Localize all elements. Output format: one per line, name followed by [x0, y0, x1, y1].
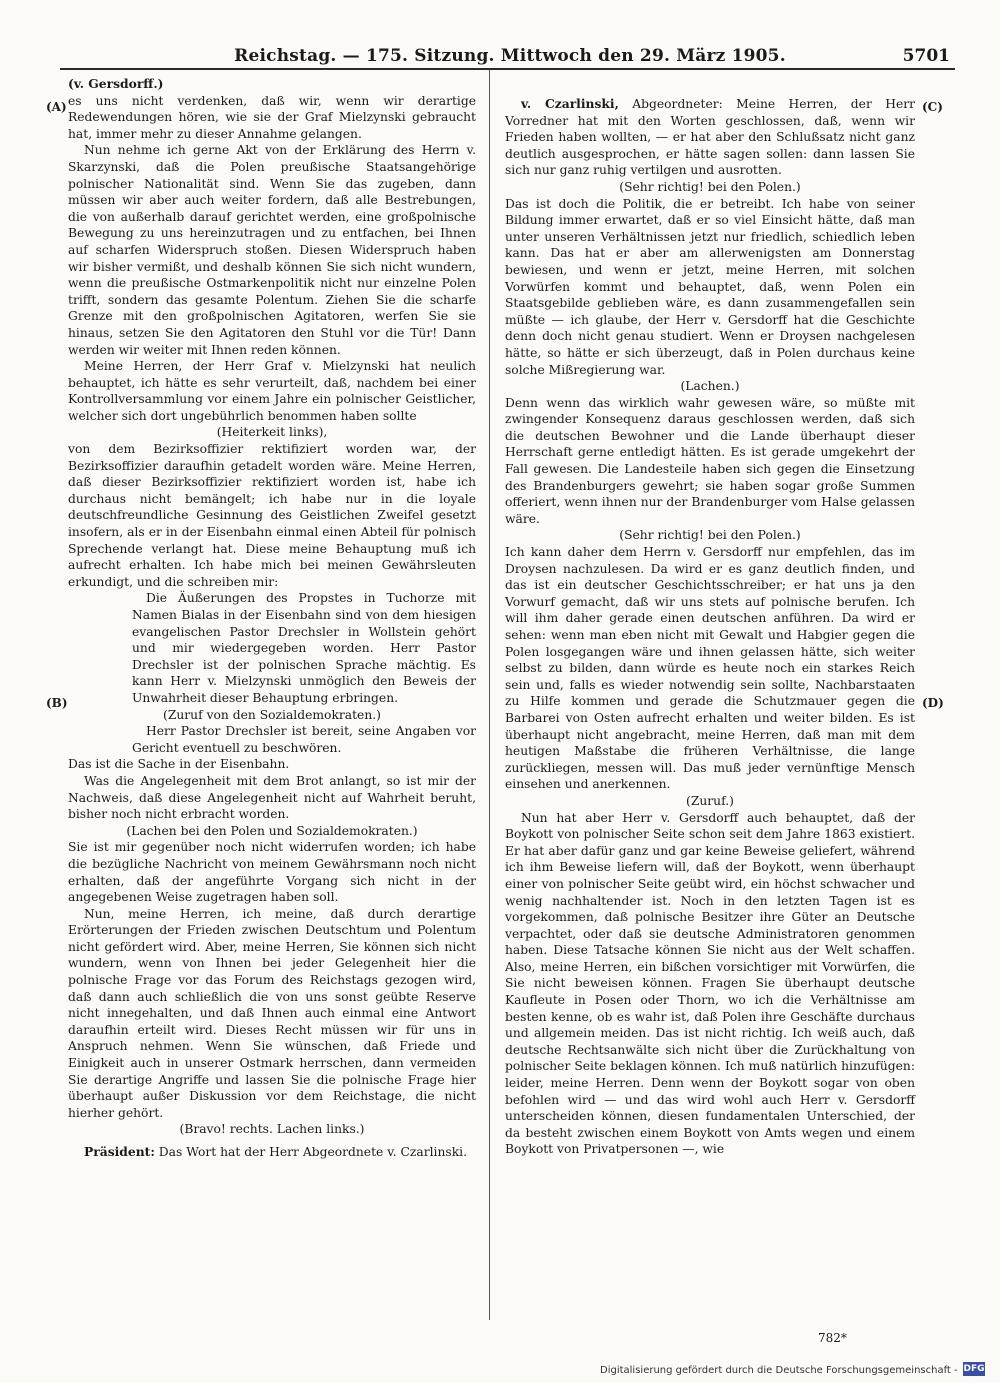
quotation: Die Äußerungen des Propstes in Tuchorze mit Namen Bialas in der Eisenbahn sind von dem hiesigen evangelischen Pastor Drechsler in Wollstein gehört und mir wiedergegeben worden. Herr Pastor Drechsler ist der polnischen Sprache mächtig. Es kann Herr v. Mielzynski unmöglich den Beweis der Unwahrheit dieser Behauptung erbringen. — [132, 591, 476, 705]
margin-mark-b: (B) — [46, 696, 68, 710]
header-title: Reichstag. — 175. Sitzung. Mittwoch den 29. März 1905. — [234, 46, 786, 66]
interjection: (Sehr richtig! bei den Polen.) — [619, 528, 801, 543]
paragraph: Ich kann daher dem Herrn v. Gersdorff nur empfehlen, das im Droysen nachzulesen. Da wird er es ganz deutlich finden, und das ist ein deutscher Geschichtsschreiber; er hat uns ja den Vorwurf gemacht, daß wir uns stets auf polnische berufen. Ich will ihm daher gerade einen deutschen anführen. Da wird er sehen: wenn man eben nicht mit Gewalt und Habgier gegen die Polen losgegangen wäre und ihnen gelassen hätte, sich weiter selbst zu bilden, dann würde es heute noch ein starkes Reich sein und, falls es wieder notwendig sein sollte, Nachbarstaaten zu Hilfe kommen und gerade die Schutzmauer gegen die Barbarei von Osten aufrecht erhalten und weiter bilden. Es ist überhaupt nicht angebracht, meine Herren, daß man mit dem heutigen Maßstabe die früheren Verhältnisse, die lange zurückliegen, messen will. Das muß jeder vernünftige Mensch einsehen und anerkennen. — [505, 545, 915, 792]
paragraph: von dem Bezirksoffizier rektifiziert worden war, der Bezirksoffizier daraufhin getadelt worden wäre. Meine Herren, daß dieser Bezirksoffizier rektifiziert worden ist, habe ich durchaus nicht bemängelt; ich habe nur in die loyale deutschfreundliche Gesinnung des Geistlichen Zweifel gesetzt insofern, als er in der Eisenbahn einmal einen Abteil für polnisch Sprechende verlangt hat. Diese meine Behauptung muß ich aufrecht erhalten. Ich habe mich bei meinen Gewährsleuten erkundigt, und die schreiben mir: — [68, 442, 476, 589]
header-rule — [60, 68, 955, 70]
paragraph: Was die Angelegenheit mit dem Brot anlangt, so ist mir der Nachweis, daß diese Angelegenheit nicht auf Wahrheit beruht, bisher noch nicht erbracht worden. — [68, 773, 476, 822]
page-number: 5701 — [902, 46, 950, 66]
president-text: Das Wort hat der Herr Abgeordnete v. Czarlinski. — [154, 1145, 468, 1159]
paragraph: Das ist doch die Politik, die er betreibt. Ich habe von seiner Bildung immer erwartet, daß er so viel Einsicht hätte, daß man unter unseren Verhältnissen jetzt nur friedlich, schiedlich leben kann. Das hat er aber am allerwenigsten am Donnerstag bewiesen, und wenn er jetzt, meine Herren, mit solchen Vorwürfen kommt und behauptet, daß, wenn Polen ein Staatsgebilde geblieben wäre, es dann zusammengefallen sein müßte — ich glaube, der Herr v. Gersdorff hat die Geschichte denn doch nicht genau studiert. Wenn er Droysen nachgelesen hätte, so hätte er sich überzeugt, daß in Polen durchaus keine solche Mißregierung war. — [505, 196, 915, 377]
interjection: (Bravo! rechts. Lachen links.) — [179, 1122, 365, 1137]
paragraph: Nun, meine Herren, ich meine, daß durch derartige Erörterungen der Frieden zwischen Deutschtum und Polentum nicht gefördert wird. Aber, meine Herren, Sie können sich nicht wundern, wenn von Ihnen bei jeder Gelegenheit hier die polnische Frage vor das Forum des Reichstags gezogen wird, daß dann auch schließlich die von uns sonst geübte Reserve nicht innegehalten, und daß Ihnen auch einmal eine Antwort daraufhin erteilt wird. Dieses Recht müssen wir für uns in Anspruch nehmen. Wenn Sie wünschen, daß Friede und Einigkeit auch in unserer Ostmark herrschen, dann vermeiden Sie derartige Angriffe und lassen Sie die polnische Frage hier überhaupt außer Diskussion vor dem Reichstage, die nicht hierher gehört. — [68, 906, 476, 1120]
margin-mark-c: (C) — [922, 100, 943, 114]
right-column — [505, 96, 915, 1158]
digitization-credit: Digitalisierung gefördert durch die Deutsche Forschungsgemeinschaft - — [600, 1365, 958, 1376]
paragraph: Nun hat aber Herr v. Gersdorff auch behauptet, daß der Boykott von polnischer Seite schon seit dem Jahre 1863 existiert. Er hat aber dafür ganz und gar keine Beweise geliefert, während ich ihm Beweise liefern will, daß der Boykott, wenn überhaupt einer von polnischer Seite geübt wird, ein höchst schwacher und wenig nachhaltender ist. Noch in den letzten Tagen ist es vorgekommen, daß polnische Besitzer ihre Güter an Deutsche verpachtet, oder daß sie deutsche Administratoren genommen haben. Diese Tatsache können Sie nicht aus der Welt schaffen. Also, meine Herren, ein bißchen vorsichtiger mit Vorwürfen, die Sie nicht beweisen können. Fragen Sie überhaupt deutsche Kaufleute in Posen oder Thorn, wo ich die Verhältnisse am besten kenne, ob es wahr ist, daß Polen ihre Geschäfte durchaus und allgemein meiden. Das ist nicht richtig. Ich weiß auch, daß deutsche Rechtsanwälte sich nicht über die Zurückhaltung von polnischer Seite beklagen können. Ich muß natürlich hinzufügen: leider, meine Herren. Denn wenn der Boykott sogar von oben befohlen wird — und das wird wohl auch Herr v. Gersdorff unterscheiden können, diesen fundamentalen Unterschied, der da besteht zwischen einem Boykott von Amts wegen und einem Boykott von Privatpersonen —, wie — [505, 810, 915, 1157]
paragraph: Meine Herren, der Herr Graf v. Mielzynski hat neulich behauptet, ich hätte es sehr verurteilt, daß, nachdem bei einer Kontrollversammlung vor einem Jahre ein polnischer Geistlicher, welcher sich dort ungebührlich benommen haben sollte — [68, 359, 476, 423]
dfg-logo: DFG — [963, 1364, 985, 1374]
left-column — [68, 76, 476, 1161]
margin-mark-a: (A) — [46, 100, 67, 114]
president-label: Präsident: — [84, 1144, 155, 1159]
interjection: (Heiterkeit links), — [216, 425, 328, 440]
margin-mark-d: (D) — [922, 696, 944, 710]
interjection: (Sehr richtig! bei den Polen.) — [619, 179, 801, 194]
interjection: (Lachen bei den Polen und Sozialdemokraten.) — [126, 823, 418, 838]
interjection: (Lachen.) — [680, 379, 740, 394]
president-paragraph — [68, 1144, 476, 1161]
interjection: (Zuruf von den Sozialdemokraten.) — [163, 707, 381, 722]
speaker-tag: (v. Gersdorff.) — [68, 76, 164, 91]
column-separator — [489, 70, 490, 1320]
paragraph: Denn wenn das wirklich wahr gewesen wäre, so müßte mit zwingender Konsequenz daraus geschlossen werden, daß sich die deutschen Bewohner und die Lande überhaupt dieser Herrschaft gerne entledigt hätten. Es ist gerade umgekehrt der Fall gewesen. Die Landesteile haben sich gegen die Einsetzung des Brandenburgers gewehrt; sie haben sogar große Summen offeriert, wenn ihnen nur der Brandenburger vom Halse gelassen wäre. — [505, 395, 915, 526]
speech-opening — [505, 96, 915, 179]
speaker-name: v. Czarlinski, — [521, 96, 619, 111]
quotation: Herr Pastor Drechsler ist bereit, seine Angaben vor Gericht eventuell zu beschwören. — [132, 724, 476, 755]
paragraph: Sie ist mir gegenüber noch nicht widerrufen worden; ich habe die bezügliche Nachricht von meinem Gewährsmann noch nicht erhalten, daß der angeführte Vorgang sich nicht in der angegebenen Weise zugetragen haben soll. — [68, 840, 476, 905]
sheet-number: 782* — [818, 1331, 847, 1345]
paragraph: Das ist die Sache in der Eisenbahn. — [68, 757, 290, 772]
paragraph: es uns nicht verdenken, daß wir, wenn wir derartige Redewendungen hören, wie sie der Graf Mielzynski gebraucht hat, immer mehr zu dieser Annahme gelangen. — [68, 93, 476, 141]
page-header — [70, 46, 950, 70]
paragraph: Nun nehme ich gerne Akt von der Erklärung des Herrn v. Skarzynski, daß die Polen preußische Staatsangehörige polnischer Nationalität sind. Wenn Sie das zugeben, dann müssen wir aber auch weiter fordern, daß alle Bestrebungen, die von außerhalb darauf gerichtet werden, eine großpolnische Bewegung zu uns hereinzutragen und zu entfachen, bei Ihnen auf scharfen Widerspruch stoßen. Diesen Widerspruch haben wir bisher vermißt, und deshalb können Sie sich nicht wundern, wenn die preußische Ostmarkenpolitik nicht nur einzelne Polen trifft, sondern das gesamte Polentum. Ziehen Sie die scharfe Grenze mit den großpolnischen Agitatoren, werfen Sie sie hinaus, setzen Sie den Agitatoren den Stuhl vor die Tür! Dann werden wir weiter mit Ihnen reden können. — [68, 143, 476, 357]
paragraph: Abgeordneter: Meine Herren, der Herr Vorredner hat mit den Worten geschlossen, daß, wenn wir Frieden haben wollten, — er hat aber den Schlußsatz nicht ganz deutlich ausgesprochen, er hätte sagen sollen: dann lassen Sie sich nur ganz ruhig vertilgen und ausrotten. — [505, 97, 915, 178]
interjection: (Zuruf.) — [686, 793, 734, 808]
